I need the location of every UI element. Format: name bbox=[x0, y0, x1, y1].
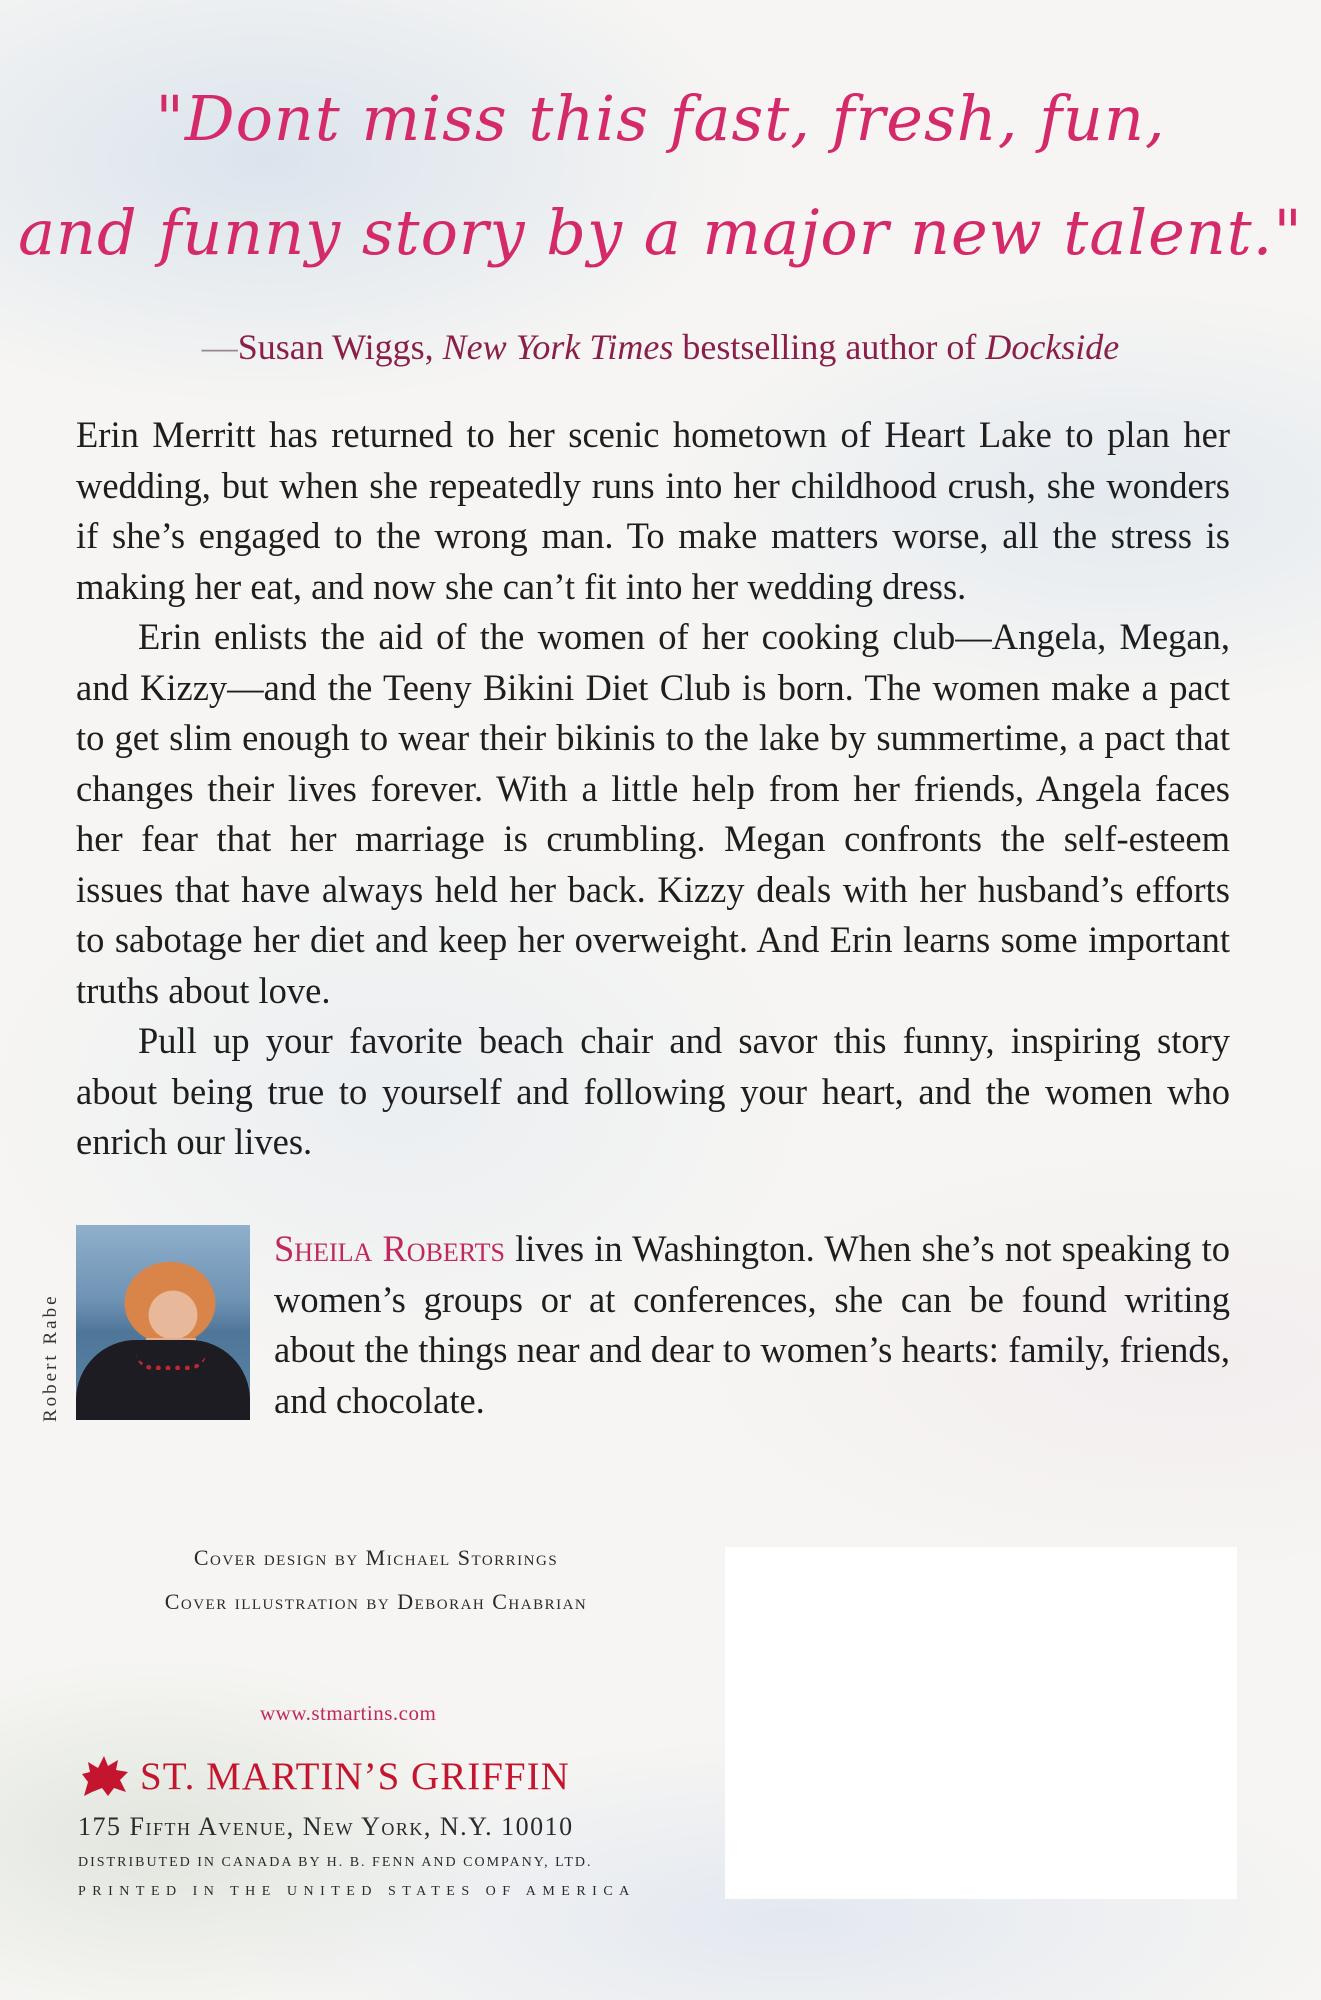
photo-shirt bbox=[76, 1340, 250, 1420]
description-paragraph-3: Pull up your favorite beach chair and savor this funny, inspiring story about being true to yourself and following your heart, and the women who enrich our lives. bbox=[76, 1020, 1230, 1162]
photo-credit: Robert Rabe bbox=[40, 1293, 61, 1422]
attribution-book: Dockside bbox=[985, 327, 1120, 367]
publisher-address: 175 Fifth Avenue, New York, N.Y. 10010 bbox=[78, 1812, 574, 1841]
book-description bbox=[76, 410, 1230, 1168]
author-bio bbox=[274, 1224, 1230, 1426]
description-paragraph-2: Erin enlists the aid of the women of her cooking club—Angela, Megan, and Kizzy—and the Teeny Bikini Diet Club is born. The women make a pact to get slim enough to wear their bikinis to the lake by summertime, a pact that changes their lives forever. With a little help from her friends, Angela faces her fear that her marriage is crumbling. Megan confronts the self-esteem issues that have always held her back. Kizzy deals with her husband’s efforts to sabotage her diet and keep her overweight. And Erin learns some important truths about love. bbox=[76, 616, 1230, 1011]
photo-necklace bbox=[136, 1353, 206, 1370]
blurb-quote-line-1: "Dont miss this fast, fresh, fun, bbox=[155, 82, 1166, 155]
publisher-name: ST. MARTIN’S GRIFFIN bbox=[140, 1754, 570, 1798]
attribution-dash: — bbox=[201, 327, 238, 367]
printed-note: PRINTED IN THE UNITED STATES OF AMERICA bbox=[78, 1884, 636, 1899]
distribution-note: DISTRIBUTED IN CANADA BY H. B. FENN AND COMPANY, LTD. bbox=[78, 1855, 593, 1870]
blurb-quote-line-2: and funny story by a major new talent." bbox=[18, 196, 1303, 269]
barcode-area bbox=[725, 1547, 1237, 1899]
cover-illustration-credit: Cover illustration by Deborah Chabrian bbox=[164, 1589, 588, 1614]
attribution-middle: bestselling author of bbox=[673, 327, 986, 367]
cover-design-credit: Cover design by Michael Storrings bbox=[193, 1545, 559, 1570]
author-photo bbox=[76, 1225, 250, 1420]
griffin-icon bbox=[78, 1752, 132, 1800]
quote-attribution bbox=[0, 326, 1321, 368]
publisher-logo bbox=[78, 1752, 570, 1800]
author-bio-text: lives in Washington. When she’s not speaking to women’s groups or at conferences, she can be found writing about the things near and dear to women’s hearts: family, friends, and chocolate. bbox=[274, 1228, 1230, 1421]
publisher-url[interactable]: www.stmartins.com bbox=[260, 1701, 437, 1725]
author-name: Sheila Roberts bbox=[274, 1228, 505, 1269]
attribution-publication: New York Times bbox=[442, 327, 674, 367]
attribution-name: Susan Wiggs, bbox=[237, 327, 443, 367]
description-paragraph-1: Erin Merritt has returned to her scenic hometown of Heart Lake to plan her wedding, but when she repeatedly runs into her childhood crush, she wonders if she’s engaged to the wrong man. To make matters worse, all the stress is making her eat, and now she can’t fit into her wedding dress. bbox=[76, 414, 1230, 607]
